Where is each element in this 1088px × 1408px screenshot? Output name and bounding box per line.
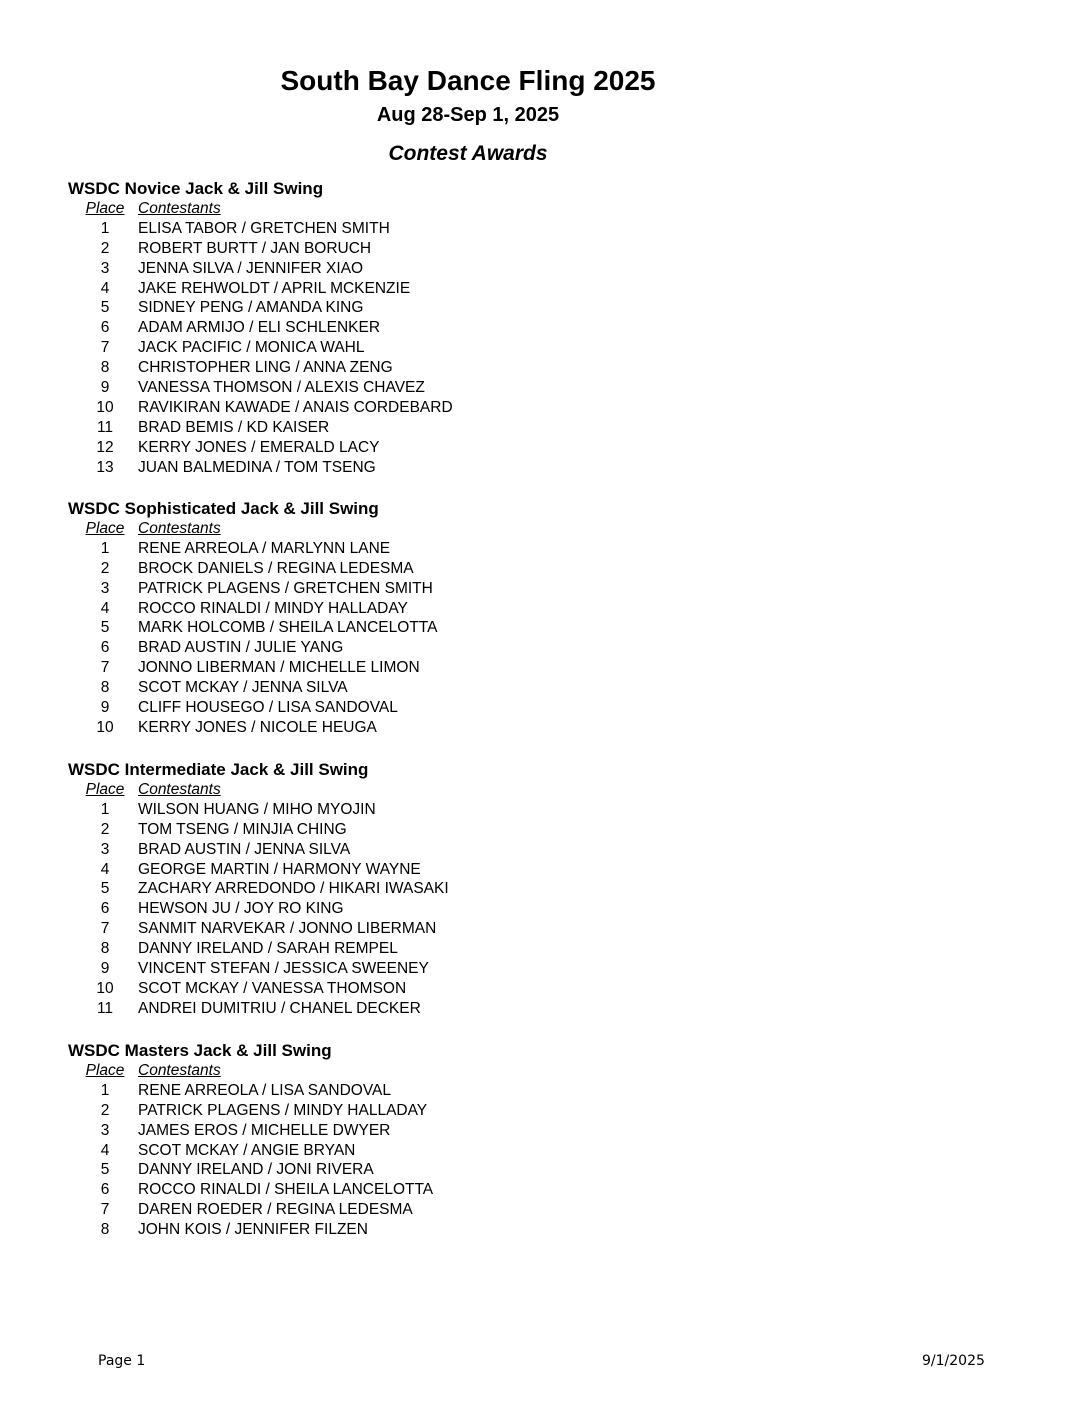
contestant-names: TOM TSENG / MINJIA CHING: [138, 820, 347, 838]
place-number: 4: [100, 860, 110, 878]
place-number: 8: [100, 679, 110, 697]
column-header-row: [68, 199, 768, 219]
contestant-names: JOHN KOIS / JENNIFER FILZEN: [138, 1221, 368, 1239]
place-number: 13: [96, 458, 114, 476]
result-row: [68, 438, 768, 458]
result-row: [68, 338, 768, 358]
place-number: 7: [100, 920, 110, 938]
contestant-names: RAVIKIRAN KAWADE / ANAIS CORDEBARD: [138, 398, 453, 416]
contestant-names: HEWSON JU / JOY RO KING: [138, 900, 344, 918]
contestant-names: SIDNEY PENG / AMANDA KING: [138, 299, 364, 317]
contestant-names: JAMES EROS / MICHELLE DWYER: [138, 1121, 391, 1139]
place-number: 1: [100, 539, 110, 557]
contestant-names: JACK PACIFIC / MONICA WAHL: [138, 339, 365, 357]
award-section: [68, 1040, 768, 1240]
contestant-names: CHRISTOPHER LING / ANNA ZENG: [138, 359, 393, 377]
place-number: 5: [100, 619, 110, 637]
result-row: [68, 599, 768, 619]
contestants-column-header: Contestants: [138, 200, 221, 217]
result-row: [68, 860, 768, 880]
contestant-names: ROCCO RINALDI / SHEILA LANCELOTTA: [138, 1181, 434, 1199]
contestant-names: ROBERT BURTT / JAN BORUCH: [138, 239, 372, 257]
result-row: [68, 1160, 768, 1180]
place-number: 9: [100, 699, 110, 717]
event-dates: Aug 28-Sep 1, 2025: [376, 104, 560, 126]
place-number: 6: [100, 319, 110, 337]
place-number: 8: [100, 359, 110, 377]
print-date: 9/1/2025: [922, 1353, 985, 1369]
page-number: Page 1: [98, 1353, 146, 1369]
result-row: [68, 820, 768, 840]
place-number: 7: [100, 1201, 110, 1219]
place-number: 3: [100, 840, 110, 858]
contestant-names: SCOT MCKAY / JENNA SILVA: [138, 679, 348, 697]
result-row: [68, 638, 768, 658]
result-row: [68, 458, 768, 478]
result-row: [68, 219, 768, 239]
result-row: [68, 1141, 768, 1161]
result-row: [68, 1101, 768, 1121]
contestant-names: GEORGE MARTIN / HARMONY WAYNE: [138, 860, 421, 878]
contestant-names: SCOT MCKAY / ANGIE BRYAN: [138, 1141, 356, 1159]
result-row: [68, 418, 768, 438]
contestant-names: SANMIT NARVEKAR / JONNO LIBERMAN: [138, 920, 437, 938]
place-number: 4: [100, 599, 110, 617]
place-number: 2: [100, 820, 110, 838]
place-column-header: Place: [85, 520, 125, 537]
contestant-names: VINCENT STEFAN / JESSICA SWEENEY: [138, 960, 429, 978]
place-number: 8: [100, 1221, 110, 1239]
result-row: [68, 718, 768, 738]
award-section: [68, 498, 768, 738]
award-section: [68, 759, 768, 1019]
section-title: WSDC Masters Jack & Jill Swing: [68, 1041, 332, 1060]
result-row: [68, 1081, 768, 1101]
place-number: 3: [100, 579, 110, 597]
contestant-names: RENE ARREOLA / MARLYNN LANE: [138, 539, 391, 557]
place-number: 11: [96, 418, 114, 436]
page-subtitle: Contest Awards: [388, 142, 548, 165]
result-row: [68, 939, 768, 959]
result-row: [68, 1180, 768, 1200]
place-number: 7: [100, 659, 110, 677]
section-title: WSDC Intermediate Jack & Jill Swing: [68, 760, 369, 779]
place-column-header: Place: [85, 781, 125, 798]
contestant-names: DAREN ROEDER / REGINA LEDESMA: [138, 1201, 413, 1219]
contestant-names: BRAD BEMIS / KD KAISER: [138, 418, 330, 436]
contestant-names: VANESSA THOMSON / ALEXIS CHAVEZ: [138, 379, 425, 397]
result-row: [68, 579, 768, 599]
result-row: [68, 959, 768, 979]
place-number: 10: [96, 398, 114, 416]
result-row: [68, 678, 768, 698]
page-title: South Bay Dance Fling 2025: [280, 65, 656, 96]
result-row: [68, 539, 768, 559]
place-number: 5: [100, 299, 110, 317]
contestant-names: SCOT MCKAY / VANESSA THOMSON: [138, 979, 407, 997]
contestant-names: RENE ARREOLA / LISA SANDOVAL: [138, 1081, 391, 1099]
place-column-header: Place: [85, 200, 125, 217]
place-number: 2: [100, 559, 110, 577]
result-row: [68, 698, 768, 718]
result-row: [68, 879, 768, 899]
column-header-row: [68, 519, 768, 539]
place-number: 6: [100, 639, 110, 657]
place-column-header: Place: [85, 1062, 125, 1079]
contestant-names: WILSON HUANG / MIHO MYOJIN: [138, 800, 376, 818]
place-number: 9: [100, 379, 110, 397]
result-row: [68, 919, 768, 939]
column-header-row: [68, 780, 768, 800]
result-row: [68, 378, 768, 398]
place-number: 3: [100, 259, 110, 277]
result-row: [68, 800, 768, 820]
contestant-names: ROCCO RINALDI / MINDY HALLADAY: [138, 599, 408, 617]
result-row: [68, 658, 768, 678]
contestant-names: KERRY JONES / EMERALD LACY: [138, 438, 380, 456]
column-header-row: [68, 1061, 768, 1081]
result-row: [68, 1200, 768, 1220]
contestant-names: ELISA TABOR / GRETCHEN SMITH: [138, 219, 390, 237]
result-row: [68, 1121, 768, 1141]
result-row: [68, 840, 768, 860]
award-section: [68, 178, 768, 477]
place-number: 2: [100, 1101, 110, 1119]
contestant-names: MARK HOLCOMB / SHEILA LANCELOTTA: [138, 619, 438, 637]
place-number: 4: [100, 279, 110, 297]
place-number: 3: [100, 1121, 110, 1139]
contestant-names: BROCK DANIELS / REGINA LEDESMA: [138, 559, 414, 577]
result-row: [68, 239, 768, 259]
result-row: [68, 298, 768, 318]
contestant-names: JONNO LIBERMAN / MICHELLE LIMON: [138, 659, 420, 677]
place-number: 4: [100, 1141, 110, 1159]
contestant-names: ANDREI DUMITRIU / CHANEL DECKER: [138, 999, 421, 1017]
result-row: [68, 318, 768, 338]
contestant-names: ADAM ARMIJO / ELI SCHLENKER: [138, 319, 381, 337]
place-number: 1: [100, 800, 110, 818]
section-title: WSDC Novice Jack & Jill Swing: [68, 179, 324, 198]
place-number: 2: [100, 239, 110, 257]
place-number: 5: [100, 880, 110, 898]
result-row: [68, 618, 768, 638]
contestant-names: DANNY IRELAND / JONI RIVERA: [138, 1161, 374, 1179]
place-number: 1: [100, 1081, 110, 1099]
result-row: [68, 979, 768, 999]
contestant-names: BRAD AUSTIN / JENNA SILVA: [138, 840, 351, 858]
place-number: 6: [100, 900, 110, 918]
contestant-names: ZACHARY ARREDONDO / HIKARI IWASAKI: [138, 880, 449, 898]
place-number: 1: [100, 219, 110, 237]
contestant-names: JUAN BALMEDINA / TOM TSENG: [138, 458, 376, 476]
result-row: [68, 259, 768, 279]
contestant-names: BRAD AUSTIN / JULIE YANG: [138, 639, 344, 657]
contestant-names: PATRICK PLAGENS / MINDY HALLADAY: [138, 1101, 428, 1119]
contestant-names: JAKE REHWOLDT / APRIL MCKENZIE: [138, 279, 411, 297]
result-row: [68, 899, 768, 919]
result-row: [68, 279, 768, 299]
place-number: 10: [96, 718, 114, 736]
place-number: 11: [96, 999, 114, 1017]
place-number: 7: [100, 339, 110, 357]
contestants-column-header: Contestants: [138, 781, 221, 798]
contestant-names: CLIFF HOUSEGO / LISA SANDOVAL: [138, 699, 398, 717]
place-number: 8: [100, 940, 110, 958]
contestant-names: PATRICK PLAGENS / GRETCHEN SMITH: [138, 579, 433, 597]
place-number: 6: [100, 1181, 110, 1199]
contestant-names: KERRY JONES / NICOLE HEUGA: [138, 718, 377, 736]
result-row: [68, 358, 768, 378]
result-row: [68, 398, 768, 418]
contestant-names: JENNA SILVA / JENNIFER XIAO: [138, 259, 364, 277]
place-number: 9: [100, 960, 110, 978]
result-row: [68, 559, 768, 579]
place-number: 5: [100, 1161, 110, 1179]
section-title: WSDC Sophisticated Jack & Jill Swing: [68, 499, 379, 518]
contestant-names: DANNY IRELAND / SARAH REMPEL: [138, 940, 398, 958]
result-row: [68, 999, 768, 1019]
contestants-column-header: Contestants: [138, 520, 221, 537]
place-number: 12: [96, 438, 114, 456]
place-number: 10: [96, 979, 114, 997]
result-row: [68, 1220, 768, 1240]
contestants-column-header: Contestants: [138, 1062, 221, 1079]
